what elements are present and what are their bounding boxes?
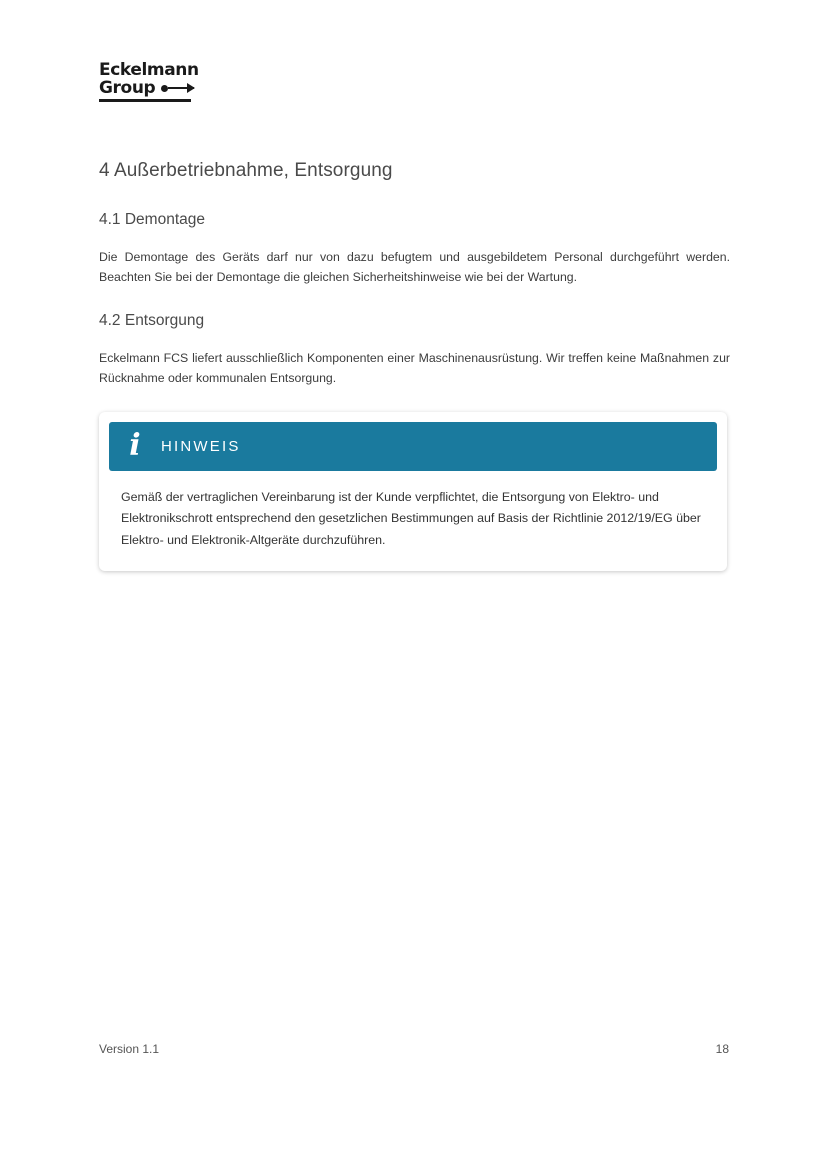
info-icon: i [129,427,141,463]
section-2-heading-wrap [99,312,730,330]
footer-page-number: 18 [715,1042,729,1056]
logo-line-2-row [99,80,191,97]
logo-arrow [168,87,194,89]
chapter-heading: 4 Außerbetriebnahme, Entsorgung [99,160,393,181]
section-heading-demontage: 4.1 Demontage [99,211,205,228]
logo-dot [161,85,168,92]
page-footer [99,1042,729,1056]
section-body-demontage: Die Demontage des Geräts darf nur von dazu befugtem und ausgebildetem Personal durchgeführt werden. Beachten Sie bei der Demontage die gleichen Sicherheitshinweise wie bei der Wartung. [99,250,730,284]
section-2-body-wrap [99,349,730,389]
section-1-body-wrap [99,248,730,288]
dot-arrow-icon [161,85,194,92]
footer-version: Version 1.1 [99,1042,160,1056]
notice-body: Gemäß der vertraglichen Vereinbarung ist der Kunde verpflichtet, die Entsorgung von Elektro- und Elektronikschrott entsprechend den gesetzlichen Bestimmungen auf Basis der Richtlinie 2012/19/EG über Elektro- und Elektronik-Altgeräte durchzuführen. [121,490,701,547]
logo-line-2: Group [99,78,156,98]
logo-line-1: Eckelmann [99,60,199,80]
logo-underline [99,99,191,102]
eckelmann-group-logo [99,60,199,102]
notice-header [109,422,717,471]
notice-title: HINWEIS [161,438,241,455]
notice-box [99,412,727,571]
section-body-entsorgung: Eckelmann FCS liefert ausschließlich Komponenten einer Maschinenausrüstung. Wir treffen keine Maßnahmen zur Rücknahme oder kommunalen Entsorgung. [99,351,730,385]
section-heading-entsorgung: 4.2 Entsorgung [99,312,205,329]
section-1-heading-wrap [99,211,730,229]
